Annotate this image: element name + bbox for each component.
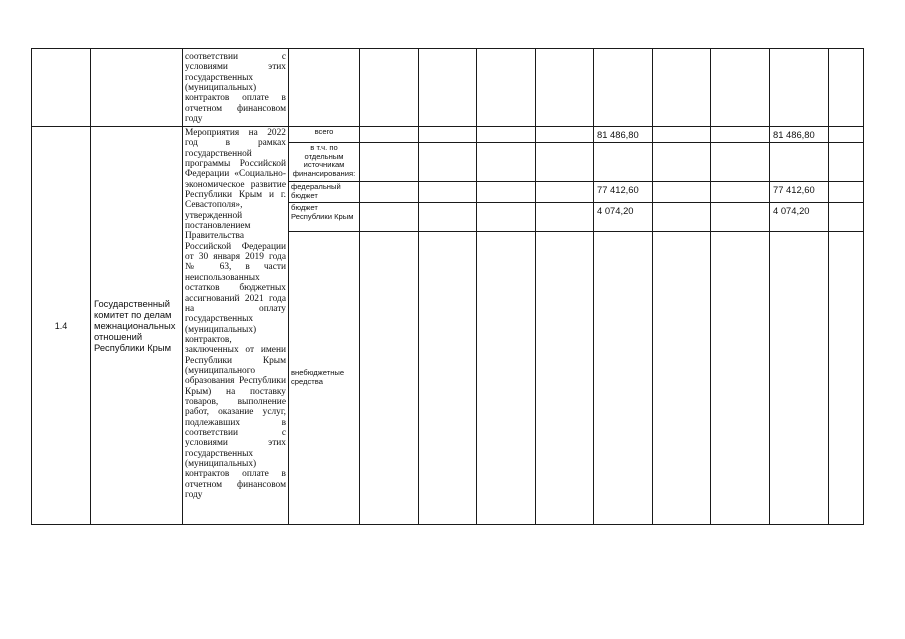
cell <box>419 143 477 182</box>
cell <box>91 49 183 127</box>
cell <box>711 203 770 232</box>
cell <box>419 182 477 203</box>
cell <box>536 182 594 203</box>
financing-table <box>31 48 864 525</box>
cell <box>536 49 594 127</box>
source-label: федеральный бюджет <box>289 182 360 203</box>
cell <box>653 203 711 232</box>
cell <box>770 232 829 525</box>
cell <box>419 49 477 127</box>
row-number: 1.4 <box>32 127 91 525</box>
year-value: 4 074,20 <box>770 203 829 232</box>
cell <box>594 232 653 525</box>
cell <box>829 203 864 232</box>
measure-description: Мероприятия на 2022 год в рамках государственной программы Российской Федерации «Социально-экономическое развитие Республики Крым и г. Севастополя», утвержденной постановлением Правительства Российской Федерации от 30 января 2019 года № 63, в части неиспользованных остатков бюджетных ассигнований 2021 года на оплату государственных (муниципальных) контрактов, заключенных от имени Республики Крым (муниципального образования Республики Крым) на поставку товаров, выполнение работ, оказание услуг, подлежавших в соответствии с условиями этих государственных (муниципальных) контрактов оплате в отчетном финансовом году <box>183 127 289 525</box>
source-label: бюджет Республики Крым <box>289 203 360 232</box>
cell <box>711 182 770 203</box>
cell <box>653 127 711 143</box>
cell <box>770 143 829 182</box>
cell <box>711 232 770 525</box>
cell <box>653 143 711 182</box>
cell <box>770 49 829 127</box>
cell <box>477 203 536 232</box>
cell <box>711 49 770 127</box>
cell <box>360 203 419 232</box>
year-value: 77 412,60 <box>770 182 829 203</box>
continuation-row <box>32 49 864 127</box>
cell <box>477 143 536 182</box>
cell <box>419 232 477 525</box>
cell <box>829 232 864 525</box>
cell <box>829 143 864 182</box>
cell <box>289 49 360 127</box>
executor-name: Государственный комитет по делам межнациональных отношений Республики Крым <box>91 127 183 525</box>
cell <box>536 232 594 525</box>
total-value: 4 074,20 <box>594 203 653 232</box>
cell <box>594 143 653 182</box>
cell <box>360 143 419 182</box>
cell <box>536 203 594 232</box>
cell <box>477 232 536 525</box>
continuation-description: соответствии с условиями этих государственных (муниципальных) контрактов оплате в отчетном финансовом году <box>183 49 289 127</box>
cell <box>653 232 711 525</box>
cell <box>477 49 536 127</box>
cell <box>536 143 594 182</box>
cell <box>829 127 864 143</box>
total-value: 81 486,80 <box>594 127 653 143</box>
cell <box>829 182 864 203</box>
year-value: 81 486,80 <box>770 127 829 143</box>
cell <box>711 127 770 143</box>
cell <box>419 127 477 143</box>
cell <box>594 49 653 127</box>
cell <box>360 182 419 203</box>
cell <box>536 127 594 143</box>
cell <box>360 49 419 127</box>
cell <box>419 203 477 232</box>
cell <box>360 232 419 525</box>
source-label: всего <box>289 127 360 143</box>
cell <box>653 182 711 203</box>
cell <box>711 143 770 182</box>
cell <box>32 49 91 127</box>
source-label: в т.ч. по отдельным источникам финансирования: <box>289 143 360 182</box>
total-value: 77 412,60 <box>594 182 653 203</box>
cell <box>653 49 711 127</box>
cell <box>477 127 536 143</box>
table-row <box>32 127 864 143</box>
source-label: внебюджетные средства <box>289 232 360 525</box>
cell <box>477 182 536 203</box>
cell <box>829 49 864 127</box>
cell <box>360 127 419 143</box>
